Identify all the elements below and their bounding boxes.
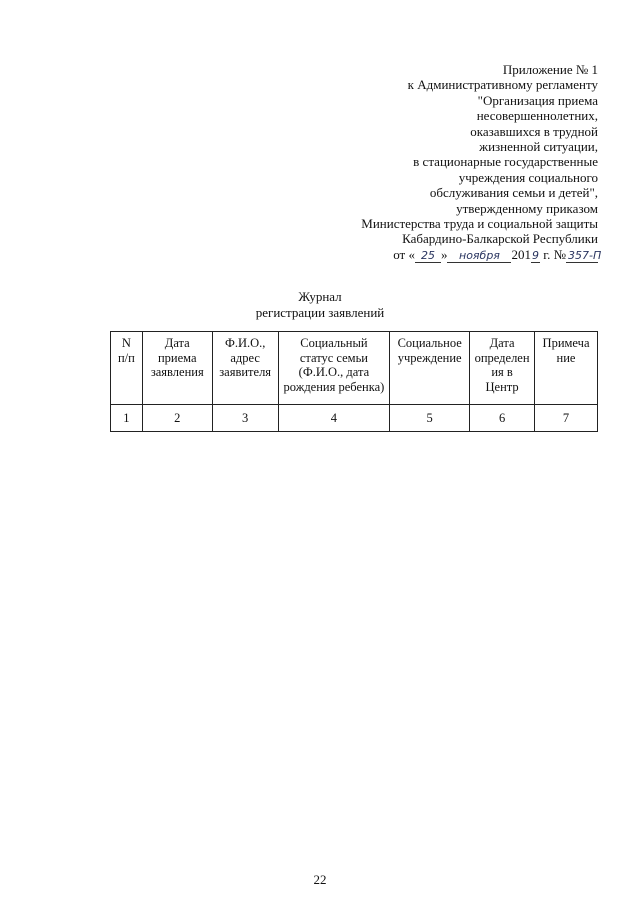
journal-title-block xyxy=(0,289,640,320)
table-header-row xyxy=(111,332,598,405)
annex-line: "Организация приема xyxy=(477,92,598,108)
annex-line: в стационарные государственные xyxy=(413,154,598,170)
handwritten-year-digit: 9 xyxy=(531,248,539,262)
column-number-cell: 2 xyxy=(142,405,212,432)
header-cell: Социальный статус семьи (Ф.И.О., дата рождения ребенка) xyxy=(278,332,390,405)
table-row xyxy=(111,405,598,432)
annex-header xyxy=(298,62,602,263)
journal-title: Журнал xyxy=(298,289,342,304)
handwritten-day: 25 xyxy=(415,250,441,263)
annex-line: Министерства труда и социальной защиты xyxy=(361,216,598,232)
column-number-cell: 6 xyxy=(470,405,535,432)
handwritten-order-number: 357-П xyxy=(568,248,602,262)
page-number: 22 xyxy=(313,872,327,887)
header-cell: Ф.И.О., адрес заявителя xyxy=(212,332,278,405)
annex-line: обслуживания семьи и детей", xyxy=(429,185,598,201)
header-cell: Примеча ние xyxy=(535,332,598,405)
header-cell: Дата определен ия в Центр xyxy=(470,332,535,405)
annex-line: Приложение № 1 xyxy=(502,62,598,77)
header-cell: Социальное учреждение xyxy=(390,332,470,405)
column-number-cell: 5 xyxy=(390,405,470,432)
order-date-line: от « 25 » ноября 2019 г. № 357-П xyxy=(393,246,602,262)
handwritten-month: ноября xyxy=(447,250,511,263)
annex-line: учреждения социального xyxy=(458,169,598,185)
header-cell: Дата приема заявления xyxy=(142,332,212,405)
column-number-cell: 7 xyxy=(535,405,598,432)
header-cell: N п/п xyxy=(111,332,143,405)
annex-line: несовершеннолетних, xyxy=(476,108,598,124)
annex-line: утвержденному приказом xyxy=(456,200,598,216)
annex-line: оказавшихся в трудной xyxy=(470,123,598,139)
registration-table xyxy=(110,331,598,432)
annex-line: жизненной ситуации, xyxy=(479,139,598,155)
annex-line: Кабардино-Балкарской Республики xyxy=(402,231,598,247)
column-number-cell: 4 xyxy=(278,405,390,432)
journal-subtitle: регистрации заявлений xyxy=(255,304,385,320)
annex-line: к Административному регламенту xyxy=(407,77,598,93)
column-number-cell: 1 xyxy=(111,405,143,432)
column-number-cell: 3 xyxy=(212,405,278,432)
